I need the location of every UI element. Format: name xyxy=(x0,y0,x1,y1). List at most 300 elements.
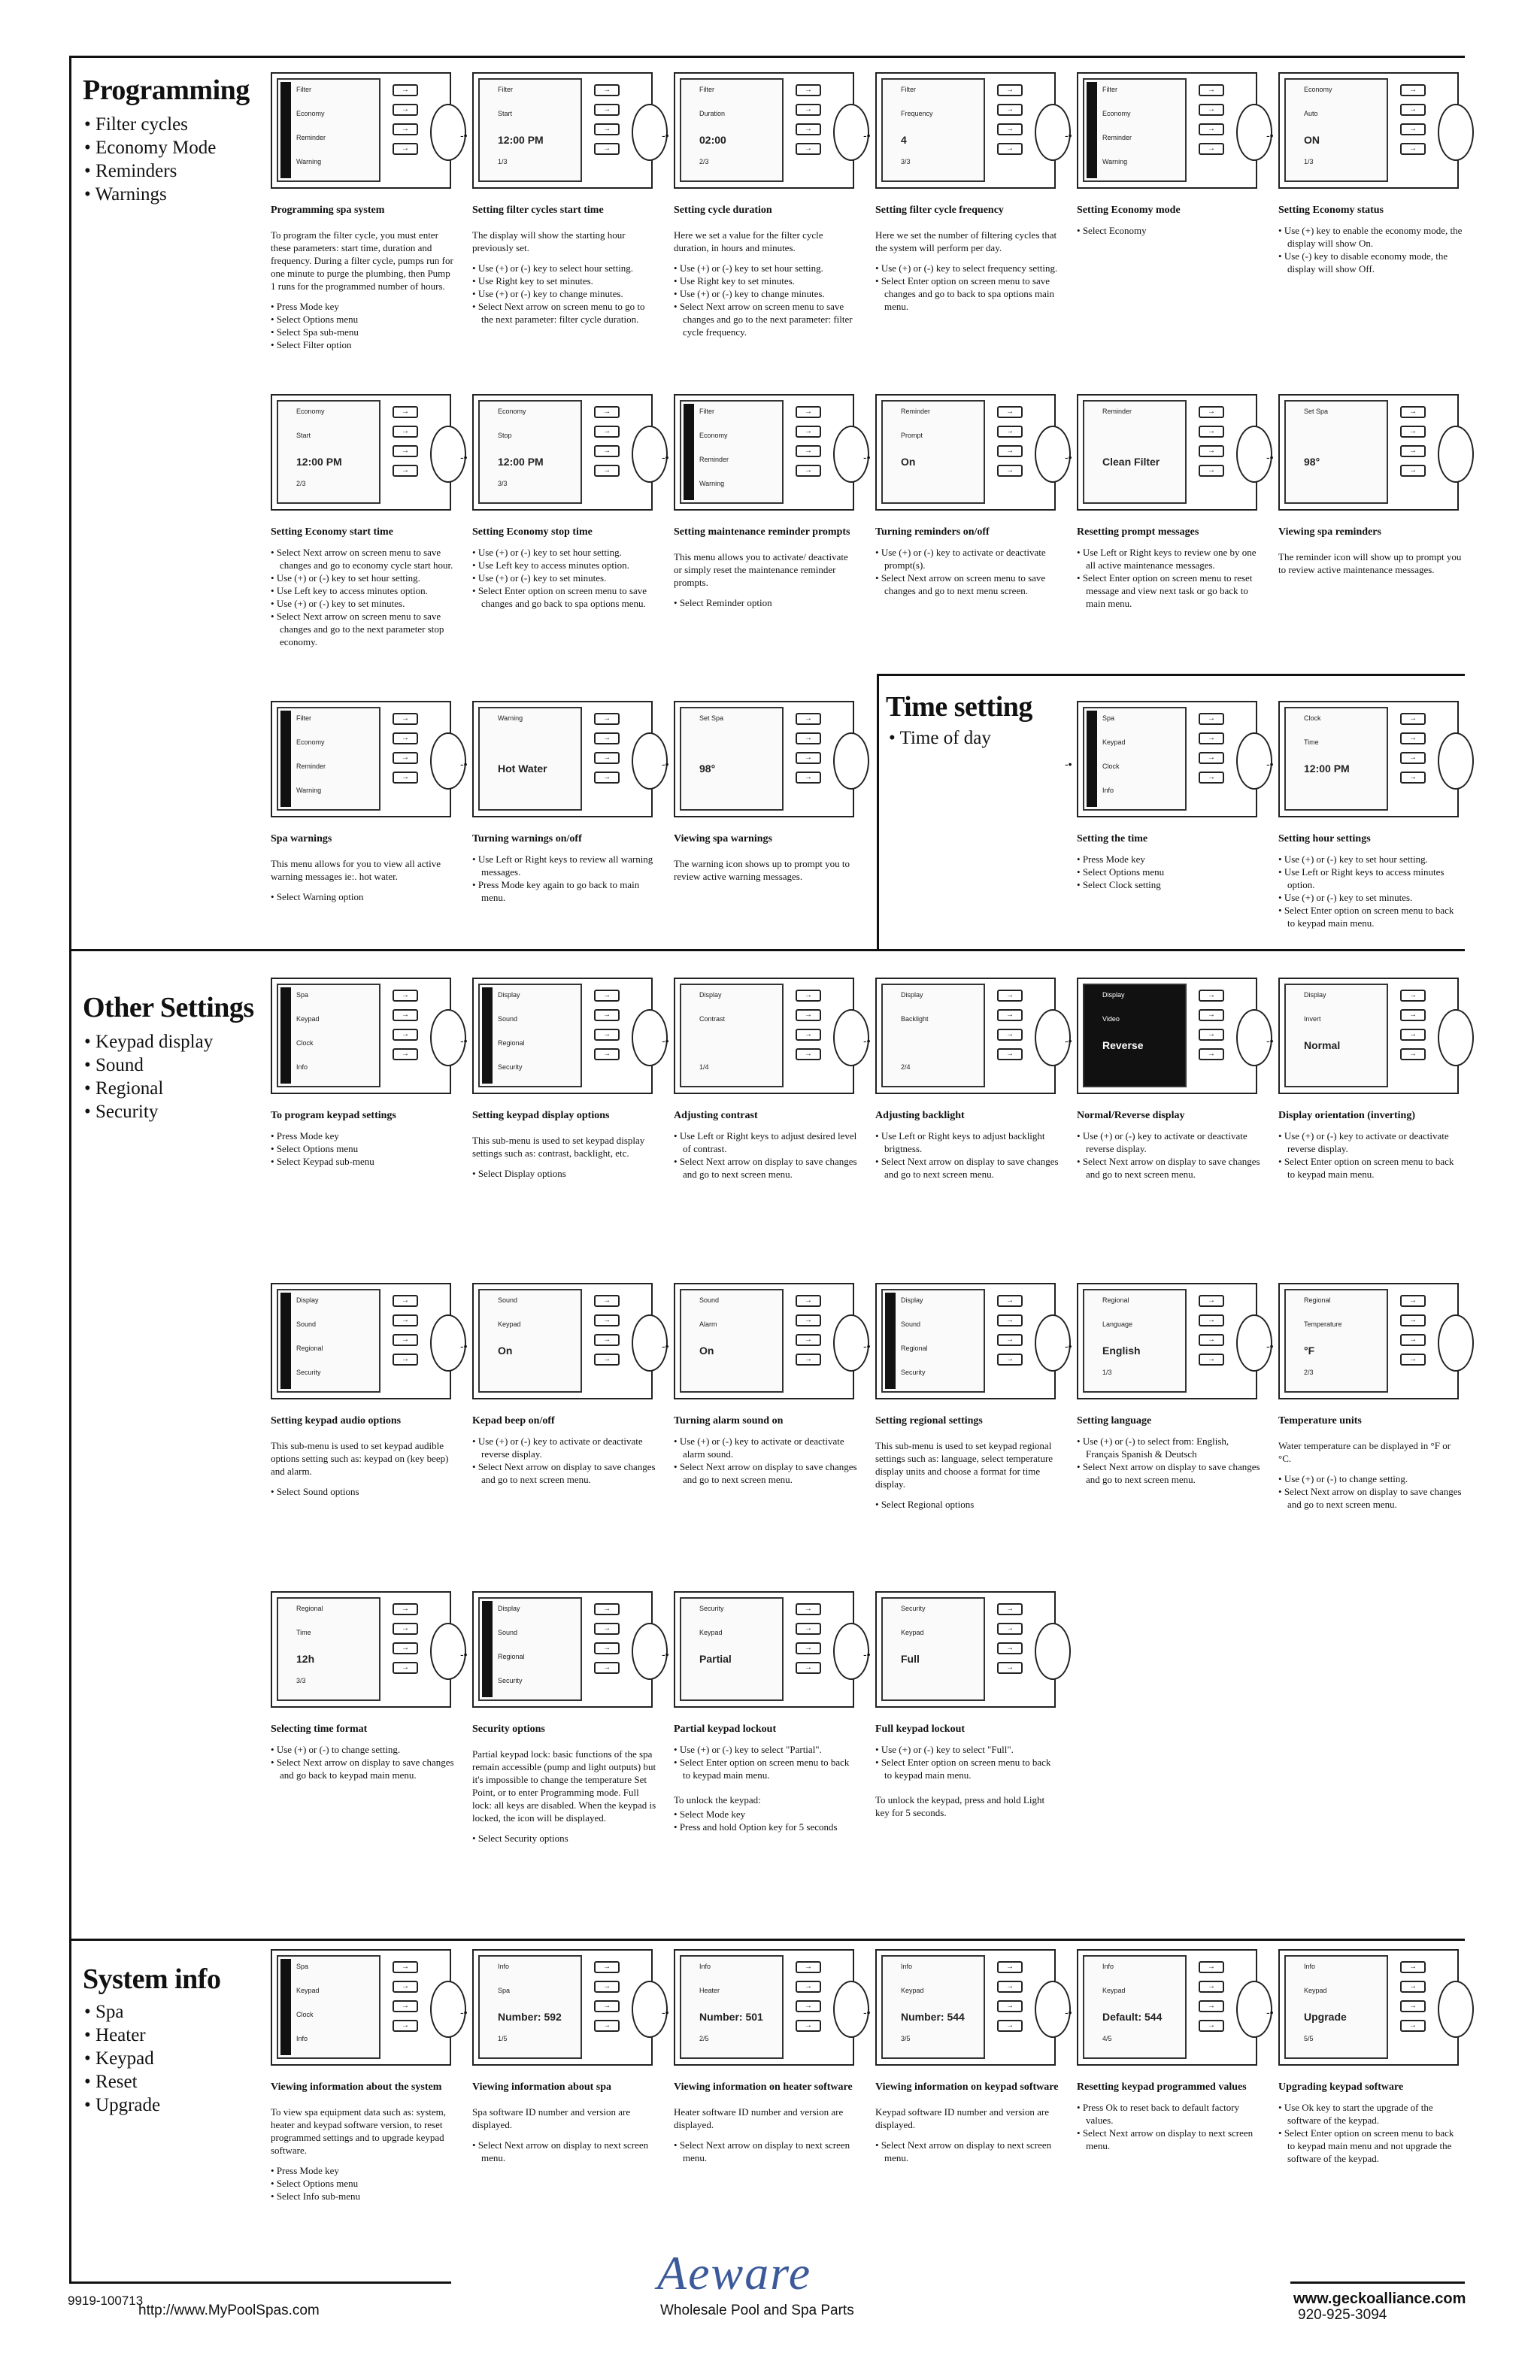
right-key[interactable]: → xyxy=(796,1662,821,1674)
minus-key[interactable]: → xyxy=(796,426,821,438)
lcd-text: Economy xyxy=(296,408,325,415)
minus-key[interactable]: → xyxy=(1400,732,1426,744)
left-key[interactable]: → xyxy=(1199,752,1224,764)
left-key[interactable]: → xyxy=(1199,1029,1224,1041)
keypad-buttons xyxy=(393,1603,418,1681)
plus-key[interactable]: → xyxy=(1199,1961,1224,1973)
minus-key[interactable]: → xyxy=(997,104,1023,116)
card-description: Heater software ID number and version are displayed. xyxy=(674,2106,844,2130)
right-key[interactable]: → xyxy=(393,143,418,155)
step-item: • Use (+) or (-) key to set minutes. xyxy=(472,572,656,584)
left-key[interactable]: → xyxy=(594,2000,620,2012)
minus-key[interactable]: → xyxy=(796,1623,821,1635)
keypad-buttons xyxy=(1199,990,1224,1068)
lcd-text: Set Spa xyxy=(1304,408,1329,415)
minus-key[interactable]: → xyxy=(393,732,418,744)
keypad-buttons xyxy=(1199,84,1224,162)
connector-icon: -• xyxy=(863,451,871,463)
plus-key[interactable]: → xyxy=(1400,406,1426,418)
lcd-text: Stop xyxy=(498,432,512,439)
lcd-display xyxy=(881,1289,985,1393)
right-key[interactable]: → xyxy=(594,143,620,155)
plus-key[interactable]: → xyxy=(997,990,1023,1002)
card-title: Partial keypad lockout xyxy=(674,1724,777,1735)
right-key[interactable]: → xyxy=(1199,1354,1224,1366)
lcd-text: Filter xyxy=(901,86,916,93)
lcd-text: 12:00 PM xyxy=(498,456,544,468)
plus-key[interactable]: → xyxy=(796,990,821,1002)
minus-key[interactable]: → xyxy=(594,1981,620,1993)
right-key[interactable]: → xyxy=(594,465,620,477)
right-key[interactable]: → xyxy=(393,1662,418,1674)
connector-icon: -• xyxy=(662,758,669,770)
connector-icon: -• xyxy=(460,758,468,770)
card-steps xyxy=(674,1435,858,1486)
keypad-screen xyxy=(460,1949,653,2066)
lcd-text: Start xyxy=(296,432,311,439)
right-key[interactable]: → xyxy=(796,772,821,784)
lcd-text: Display xyxy=(1304,991,1326,999)
plus-key[interactable]: → xyxy=(1400,1295,1426,1307)
step-item: • Select Next arrow on display to next screen menu. xyxy=(875,2139,1060,2164)
connector-icon: -• xyxy=(1266,129,1274,141)
right-key[interactable]: → xyxy=(1400,1354,1426,1366)
card-title: Upgrading keypad software xyxy=(1278,2081,1404,2093)
minus-key[interactable]: → xyxy=(997,1623,1023,1635)
right-key[interactable]: → xyxy=(393,772,418,784)
left-key[interactable]: → xyxy=(1199,445,1224,457)
instruction-card xyxy=(460,394,656,610)
minus-key[interactable]: → xyxy=(594,732,620,744)
minus-key[interactable]: → xyxy=(997,1981,1023,1993)
left-key[interactable]: → xyxy=(594,1642,620,1654)
right-key[interactable]: → xyxy=(997,465,1023,477)
left-key[interactable]: → xyxy=(1199,123,1224,135)
step-item: • Use (+) key to enable the economy mode, the display will show On. xyxy=(1278,224,1463,250)
lcd-text: 1/4 xyxy=(699,1063,709,1071)
plus-key[interactable]: → xyxy=(1199,713,1224,725)
keypad-buttons xyxy=(1199,1295,1224,1373)
right-key[interactable]: → xyxy=(1199,772,1224,784)
minus-key[interactable]: → xyxy=(393,104,418,116)
connector-icon: -• xyxy=(1266,1035,1274,1047)
step-item: • Use (+) or (-) key to select frequency setting. xyxy=(875,262,1060,274)
step-item: • Use Ok key to start the upgrade of the software of the keypad. xyxy=(1278,2101,1463,2127)
left-key[interactable]: → xyxy=(393,1334,418,1346)
instruction-card xyxy=(460,72,656,326)
lcd-display xyxy=(1083,984,1187,1087)
list-item: • Upgrade xyxy=(84,2093,160,2117)
keypad-screen xyxy=(460,701,653,817)
minus-key[interactable]: → xyxy=(594,1009,620,1021)
plus-key[interactable]: → xyxy=(594,1961,620,1973)
lcd-text: Filter xyxy=(296,714,311,722)
lcd-display xyxy=(881,400,985,504)
list-item: • Spa xyxy=(84,2000,160,2024)
keypad-buttons xyxy=(997,990,1023,1068)
card-steps xyxy=(1077,1435,1261,1486)
right-key[interactable]: → xyxy=(1400,1048,1426,1060)
left-key[interactable]: → xyxy=(796,1334,821,1346)
lcd-text: Economy xyxy=(1102,110,1131,117)
minus-key[interactable]: → xyxy=(393,1009,418,1021)
left-key[interactable]: → xyxy=(1400,1029,1426,1041)
left-key[interactable]: → xyxy=(796,123,821,135)
right-key[interactable]: → xyxy=(1199,143,1224,155)
minus-key[interactable]: → xyxy=(1199,1314,1224,1326)
keypad-buttons xyxy=(997,1603,1023,1681)
plus-key[interactable]: → xyxy=(393,84,418,96)
minus-key[interactable]: → xyxy=(393,1314,418,1326)
card-steps xyxy=(271,546,455,648)
step-item: • Use (+) or (-) to select from: English, Français Spanish & Deutsch xyxy=(1077,1435,1261,1460)
minus-key[interactable]: → xyxy=(997,426,1023,438)
lcd-text: 4 xyxy=(901,134,907,146)
menu-selection-bar xyxy=(482,987,493,1084)
right-key[interactable]: → xyxy=(1199,2020,1224,2032)
plus-key[interactable]: → xyxy=(997,1603,1023,1615)
lcd-text: Sound xyxy=(901,1320,921,1328)
right-key[interactable]: → xyxy=(1400,772,1426,784)
minus-key[interactable]: → xyxy=(1199,104,1224,116)
left-key[interactable]: → xyxy=(1400,752,1426,764)
plus-key[interactable]: → xyxy=(1199,1295,1224,1307)
plus-key[interactable]: → xyxy=(796,84,821,96)
left-key[interactable]: → xyxy=(796,1029,821,1041)
plus-key[interactable]: → xyxy=(594,1295,620,1307)
minus-key[interactable]: → xyxy=(1400,1314,1426,1326)
minus-key[interactable]: → xyxy=(1400,1009,1426,1021)
keypad-dial[interactable] xyxy=(1438,1314,1474,1372)
card-title: Resetting prompt messages xyxy=(1077,526,1199,538)
plus-key[interactable]: → xyxy=(997,1295,1023,1307)
plus-key[interactable]: → xyxy=(594,713,620,725)
right-key[interactable]: → xyxy=(796,1354,821,1366)
left-key[interactable]: → xyxy=(1400,2000,1426,2012)
lcd-text: Sound xyxy=(498,1296,518,1304)
right-key[interactable]: → xyxy=(393,1354,418,1366)
step-item: • Select Next arrow on display to save changes and go to next screen menu. xyxy=(1278,1485,1463,1511)
right-key[interactable]: → xyxy=(1199,465,1224,477)
keypad-buttons xyxy=(796,713,821,791)
step-item: • Use (+) or (-) key to activate or deactivate prompt(s). xyxy=(875,546,1060,572)
step-item: • Use Left or Right keys to access minutes option. xyxy=(1278,866,1463,891)
minus-key[interactable]: → xyxy=(796,104,821,116)
plus-key[interactable]: → xyxy=(393,990,418,1002)
lcd-text: Prompt xyxy=(901,432,923,439)
right-key[interactable]: → xyxy=(393,1048,418,1060)
list-item: • Keypad display xyxy=(84,1030,213,1054)
lcd-text: 3/5 xyxy=(901,2035,911,2042)
card-title: Setting cycle duration xyxy=(674,205,772,216)
minus-key[interactable]: → xyxy=(796,1314,821,1326)
plus-key[interactable]: → xyxy=(1199,406,1224,418)
plus-key[interactable]: → xyxy=(594,406,620,418)
plus-key[interactable]: → xyxy=(594,990,620,1002)
lcd-display xyxy=(680,1955,784,2059)
aeware-logo: Aeware xyxy=(657,2246,812,2300)
right-key[interactable]: → xyxy=(796,143,821,155)
right-key[interactable]: → xyxy=(594,1354,620,1366)
plus-key[interactable]: → xyxy=(393,1295,418,1307)
lcd-text: Keypad xyxy=(498,1320,521,1328)
menu-selection-bar xyxy=(280,82,291,178)
left-key[interactable]: → xyxy=(997,1642,1023,1654)
plus-key[interactable]: → xyxy=(997,84,1023,96)
lcd-display xyxy=(478,707,582,811)
card-title: Setting the time xyxy=(1077,833,1148,844)
left-key[interactable]: → xyxy=(594,752,620,764)
plus-key[interactable]: → xyxy=(997,406,1023,418)
lcd-text: 12h xyxy=(296,1653,315,1665)
plus-key[interactable]: → xyxy=(594,84,620,96)
instruction-card xyxy=(1266,1283,1463,1511)
left-key[interactable]: → xyxy=(796,2000,821,2012)
step-item: • Press and hold Option key for 5 seconds xyxy=(674,1821,858,1833)
left-key[interactable]: → xyxy=(1400,1334,1426,1346)
lcd-text: On xyxy=(699,1345,714,1357)
right-key[interactable]: → xyxy=(393,2020,418,2032)
lcd-display xyxy=(478,984,582,1087)
left-key[interactable]: → xyxy=(594,1334,620,1346)
minus-key[interactable]: → xyxy=(997,1314,1023,1326)
right-key[interactable]: → xyxy=(796,2020,821,2032)
left-key[interactable]: → xyxy=(594,1029,620,1041)
right-key[interactable]: → xyxy=(594,772,620,784)
tagline: Wholesale Pool and Spa Parts xyxy=(660,2303,854,2318)
left-key[interactable]: → xyxy=(393,1642,418,1654)
lcd-text: Info xyxy=(498,1963,510,1970)
instruction-card xyxy=(662,978,858,1181)
instruction-card xyxy=(460,1591,656,1845)
menu-selection-bar xyxy=(684,404,694,500)
plus-key[interactable]: → xyxy=(796,1295,821,1307)
lcd-text: Economy xyxy=(498,408,526,415)
step-item: • Use (+) or (-) key to set hour setting. xyxy=(674,262,858,274)
right-key[interactable]: → xyxy=(1199,1048,1224,1060)
instruction-card xyxy=(460,701,656,904)
card-title: Selecting time format xyxy=(271,1724,368,1735)
right-key[interactable]: → xyxy=(997,143,1023,155)
left-key[interactable]: → xyxy=(594,123,620,135)
step-item: • Select Next arrow on display to save changes and go to next screen menu. xyxy=(875,1155,1060,1181)
right-key[interactable]: → xyxy=(997,2020,1023,2032)
lcd-text: Normal xyxy=(1304,1039,1341,1051)
minus-key[interactable]: → xyxy=(997,1009,1023,1021)
plus-key[interactable]: → xyxy=(796,1961,821,1973)
keypad-buttons xyxy=(1400,990,1426,1068)
left-key[interactable]: → xyxy=(997,1029,1023,1041)
list-item: • Reminders xyxy=(84,159,216,183)
lcd-text: Spa xyxy=(296,991,309,999)
list-item: • Heater xyxy=(84,2024,160,2047)
plus-key[interactable]: → xyxy=(393,1961,418,1973)
step-item: • Select Next arrow on display to save changes and go to next screen menu. xyxy=(674,1460,858,1486)
left-key[interactable]: → xyxy=(997,1334,1023,1346)
lcd-display xyxy=(680,707,784,811)
minus-key[interactable]: → xyxy=(393,1623,418,1635)
step-item: • Select Next arrow on display to save changes and go to next screen menu. xyxy=(1077,1460,1261,1486)
card-description: The reminder icon will show up to prompt you to review active maintenance messages. xyxy=(1278,551,1462,575)
left-key[interactable]: → xyxy=(1400,445,1426,457)
card-steps xyxy=(1077,2101,1261,2152)
plus-key[interactable]: → xyxy=(1400,84,1426,96)
minus-key[interactable]: → xyxy=(1400,1981,1426,1993)
lcd-text: Regional xyxy=(1304,1296,1331,1304)
left-key[interactable]: → xyxy=(594,445,620,457)
left-key[interactable]: → xyxy=(1199,2000,1224,2012)
keypad-buttons xyxy=(1199,713,1224,791)
list-item: • Economy Mode xyxy=(84,136,216,159)
plus-key[interactable]: → xyxy=(393,1603,418,1615)
minus-key[interactable]: → xyxy=(594,426,620,438)
plus-key[interactable]: → xyxy=(594,1603,620,1615)
keypad-buttons xyxy=(393,1961,418,2039)
plus-key[interactable]: → xyxy=(393,713,418,725)
right-key[interactable]: → xyxy=(997,1662,1023,1674)
keypad-dial[interactable] xyxy=(833,732,869,790)
minus-key[interactable]: → xyxy=(796,1981,821,1993)
plus-key[interactable]: → xyxy=(1400,713,1426,725)
lcd-text: Display xyxy=(699,991,722,999)
keypad-screen xyxy=(1266,394,1459,511)
minus-key[interactable]: → xyxy=(796,1009,821,1021)
left-key[interactable]: → xyxy=(796,752,821,764)
right-key[interactable]: → xyxy=(997,1048,1023,1060)
left-key[interactable]: → xyxy=(1400,123,1426,135)
connector-icon: -• xyxy=(863,1340,871,1352)
step-item: • Use (+) or (-) key to set minutes. xyxy=(271,597,455,610)
right-key[interactable]: → xyxy=(594,2020,620,2032)
minus-key[interactable]: → xyxy=(594,104,620,116)
lcd-text: On xyxy=(498,1345,513,1357)
right-key[interactable]: → xyxy=(393,465,418,477)
left-key[interactable]: → xyxy=(393,2000,418,2012)
minus-key[interactable]: → xyxy=(1199,732,1224,744)
card-title: Viewing information on heater software xyxy=(674,2081,853,2093)
right-key[interactable]: → xyxy=(1400,465,1426,477)
card-steps xyxy=(472,1832,656,1845)
plus-key[interactable]: → xyxy=(796,406,821,418)
keypad-buttons xyxy=(796,1961,821,2039)
lcd-display xyxy=(1284,78,1388,182)
step-item: • Use (+) or (-) to change setting. xyxy=(1278,1472,1463,1485)
lcd-text: 5/5 xyxy=(1304,2035,1314,2042)
left-key[interactable]: → xyxy=(393,123,418,135)
lcd-display xyxy=(1083,400,1187,504)
plus-key[interactable]: → xyxy=(1400,990,1426,1002)
lcd-text: Economy xyxy=(296,110,325,117)
card-steps xyxy=(271,300,455,351)
lcd-display xyxy=(277,707,380,811)
right-key[interactable]: → xyxy=(1400,2020,1426,2032)
plus-key[interactable]: → xyxy=(1400,1961,1426,1973)
step-item: • Use (+) or (-) key to select "Partial". xyxy=(674,1743,858,1756)
instruction-card xyxy=(1065,72,1261,237)
plus-key[interactable]: → xyxy=(393,406,418,418)
lcd-text: Reminder xyxy=(1102,134,1132,141)
minus-key[interactable]: → xyxy=(1199,1009,1224,1021)
right-key[interactable]: → xyxy=(796,1048,821,1060)
lcd-text: Security xyxy=(498,1677,523,1684)
card-steps xyxy=(875,2139,1060,2164)
plus-key[interactable]: → xyxy=(1199,84,1224,96)
menu-selection-bar xyxy=(482,1601,493,1697)
right-key[interactable]: → xyxy=(594,1048,620,1060)
minus-key[interactable]: → xyxy=(594,1314,620,1326)
right-key[interactable]: → xyxy=(1400,143,1426,155)
lcd-display xyxy=(277,78,380,182)
plus-key[interactable]: → xyxy=(796,1603,821,1615)
keypad-dial[interactable] xyxy=(1035,1623,1071,1680)
keypad-screen xyxy=(662,701,854,817)
keypad-dial[interactable] xyxy=(1438,104,1474,161)
minus-key[interactable]: → xyxy=(1199,426,1224,438)
minus-key[interactable]: → xyxy=(393,1981,418,1993)
left-key[interactable]: → xyxy=(796,445,821,457)
instruction-card xyxy=(1065,1949,1261,2152)
lcd-display xyxy=(478,400,582,504)
left-url[interactable]: http://www.MyPoolSpas.com xyxy=(138,2303,320,2318)
left-key[interactable]: → xyxy=(393,1029,418,1041)
right-key[interactable]: → xyxy=(796,465,821,477)
instruction-card xyxy=(1266,978,1463,1181)
keypad-dial[interactable] xyxy=(1438,1009,1474,1066)
lcd-text: Temperature xyxy=(1304,1320,1342,1328)
lcd-text: Number: 501 xyxy=(699,2011,763,2023)
plus-key[interactable]: → xyxy=(796,713,821,725)
keypad-dial[interactable] xyxy=(1438,426,1474,483)
plus-key[interactable]: → xyxy=(997,1961,1023,1973)
card-title: Setting keypad audio options xyxy=(271,1415,402,1426)
lcd-text: 1/5 xyxy=(498,2035,508,2042)
left-key[interactable]: → xyxy=(997,445,1023,457)
keypad-screen xyxy=(662,1949,854,2066)
instruction-card xyxy=(662,701,858,883)
lcd-text: Hot Water xyxy=(498,763,547,775)
left-key[interactable]: → xyxy=(997,2000,1023,2012)
keypad-dial[interactable] xyxy=(1438,1981,1474,2038)
right-key[interactable]: → xyxy=(997,1354,1023,1366)
lcd-display xyxy=(680,1597,784,1701)
left-key[interactable]: → xyxy=(393,752,418,764)
menu-selection-bar xyxy=(280,1293,291,1389)
minus-key[interactable]: → xyxy=(1400,426,1426,438)
list-item: • Regional xyxy=(84,1077,213,1100)
right-key[interactable]: → xyxy=(594,1662,620,1674)
card-steps xyxy=(674,1129,858,1181)
right-url[interactable]: www.geckoalliance.com xyxy=(1293,2291,1466,2307)
keypad-dial[interactable] xyxy=(1438,732,1474,790)
plus-key[interactable]: → xyxy=(1199,990,1224,1002)
instruction-card xyxy=(662,72,858,338)
minus-key[interactable]: → xyxy=(1199,1981,1224,1993)
lcd-text: 1/3 xyxy=(1304,158,1314,165)
minus-key[interactable]: → xyxy=(393,426,418,438)
left-key[interactable]: → xyxy=(1199,1334,1224,1346)
lcd-text: Partial xyxy=(699,1653,732,1665)
instruction-card xyxy=(1266,72,1463,275)
minus-key[interactable]: → xyxy=(796,732,821,744)
instruction-card xyxy=(662,1591,858,1833)
left-key[interactable]: → xyxy=(997,123,1023,135)
left-key[interactable]: → xyxy=(796,1642,821,1654)
card-steps xyxy=(1278,2101,1463,2165)
minus-key[interactable]: → xyxy=(594,1623,620,1635)
unlock-note: To unlock the keypad: xyxy=(674,1794,761,1805)
left-key[interactable]: → xyxy=(393,445,418,457)
minus-key[interactable]: → xyxy=(1400,104,1426,116)
